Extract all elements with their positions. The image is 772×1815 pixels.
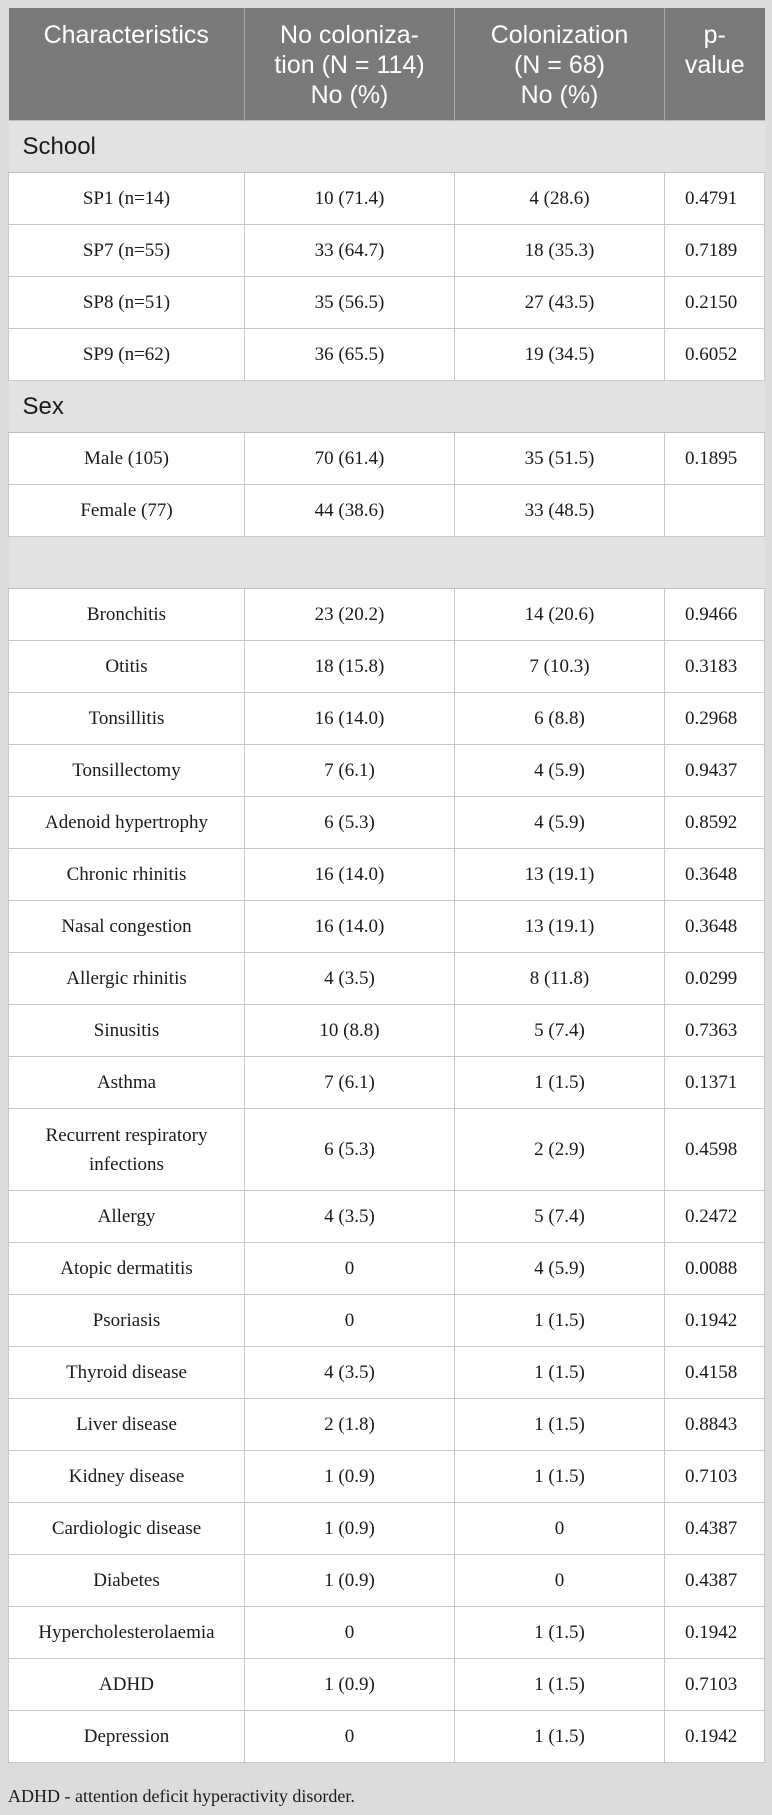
cell-colonization: 1 (1.5) <box>455 1659 665 1711</box>
table-row <box>9 901 765 953</box>
cell-no-colonization: 1 (0.9) <box>245 1451 455 1503</box>
cell-colonization: 5 (7.4) <box>455 1005 665 1057</box>
cell-colonization: 1 (1.5) <box>455 1295 665 1347</box>
header-p-value-line: value <box>684 51 745 79</box>
header-colonization-line: (N = 68) <box>513 51 605 79</box>
cell-no-colonization: 0 <box>245 1711 455 1763</box>
cell-p-value: 0.8592 <box>665 797 765 849</box>
cell-no-colonization: 70 (61.4) <box>245 433 455 485</box>
cell-no-colonization: 7 (6.1) <box>245 1057 455 1109</box>
cell-p-value: 0.4387 <box>665 1555 765 1607</box>
cell-p-value: 0.1895 <box>665 433 765 485</box>
cell-colonization: 1 (1.5) <box>455 1711 665 1763</box>
table-row <box>9 1711 765 1763</box>
table-row <box>9 1191 765 1243</box>
table-row <box>9 1659 765 1711</box>
cell-characteristic: Adenoid hypertrophy <box>9 797 245 849</box>
cell-p-value: 0.1371 <box>665 1057 765 1109</box>
section-title: Sex <box>9 381 765 433</box>
cell-characteristic: Hypercholesterolaemia <box>9 1607 245 1659</box>
cell-characteristic: Tonsillectomy <box>9 745 245 797</box>
table-row <box>9 693 765 745</box>
cell-p-value <box>665 485 765 537</box>
header-no-colonization-line: No (%) <box>310 81 389 109</box>
cell-no-colonization: 4 (3.5) <box>245 1347 455 1399</box>
cell-colonization: 4 (28.6) <box>455 173 665 225</box>
cell-characteristic: Asthma <box>9 1057 245 1109</box>
cell-characteristic: Depression <box>9 1711 245 1763</box>
cell-characteristic: Psoriasis <box>9 1295 245 1347</box>
header-no-colonization <box>245 8 455 121</box>
cell-colonization: 19 (34.5) <box>455 329 665 381</box>
table-row <box>9 1555 765 1607</box>
header-p-value <box>665 8 765 121</box>
section-title: School <box>9 121 765 173</box>
cell-no-colonization: 4 (3.5) <box>245 1191 455 1243</box>
header-characteristics-line: Characteristics <box>43 21 209 49</box>
table-row <box>9 1451 765 1503</box>
cell-characteristic: SP9 (n=62) <box>9 329 245 381</box>
cell-characteristic: Diabetes <box>9 1555 245 1607</box>
cell-p-value: 0.2968 <box>665 693 765 745</box>
table-row <box>9 1347 765 1399</box>
cell-characteristic: Cardiologic disease <box>9 1503 245 1555</box>
section-header-row <box>9 381 765 433</box>
cell-p-value: 0.2150 <box>665 277 765 329</box>
cell-no-colonization: 36 (65.5) <box>245 329 455 381</box>
cell-no-colonization: 23 (20.2) <box>245 589 455 641</box>
cell-no-colonization: 16 (14.0) <box>245 693 455 745</box>
cell-p-value: 0.7103 <box>665 1659 765 1711</box>
cell-colonization: 1 (1.5) <box>455 1607 665 1659</box>
cell-colonization: 4 (5.9) <box>455 1243 665 1295</box>
cell-characteristic: Female (77) <box>9 485 245 537</box>
header-no-colonization-line: tion (N = 114) <box>274 51 425 79</box>
cell-p-value: 0.3648 <box>665 849 765 901</box>
cell-characteristic: SP7 (n=55) <box>9 225 245 277</box>
characteristics-table <box>8 8 765 1763</box>
header-no-colonization-line: No coloniza- <box>280 21 419 49</box>
table-row <box>9 277 765 329</box>
cell-no-colonization: 10 (71.4) <box>245 173 455 225</box>
table-row <box>9 797 765 849</box>
cell-no-colonization: 18 (15.8) <box>245 641 455 693</box>
cell-colonization: 35 (51.5) <box>455 433 665 485</box>
table-row <box>9 1057 765 1109</box>
cell-p-value: 0.6052 <box>665 329 765 381</box>
cell-no-colonization: 44 (38.6) <box>245 485 455 537</box>
cell-no-colonization: 2 (1.8) <box>245 1399 455 1451</box>
table-row <box>9 1243 765 1295</box>
cell-p-value: 0.4387 <box>665 1503 765 1555</box>
cell-no-colonization: 6 (5.3) <box>245 1109 455 1191</box>
cell-colonization: 0 <box>455 1503 665 1555</box>
cell-no-colonization: 4 (3.5) <box>245 953 455 1005</box>
cell-no-colonization: 33 (64.7) <box>245 225 455 277</box>
section-header-row <box>9 121 765 173</box>
cell-characteristic: Liver disease <box>9 1399 245 1451</box>
cell-characteristic: SP8 (n=51) <box>9 277 245 329</box>
table-row <box>9 849 765 901</box>
cell-no-colonization: 1 (0.9) <box>245 1659 455 1711</box>
header-colonization <box>455 8 665 121</box>
cell-colonization: 27 (43.5) <box>455 277 665 329</box>
table-row <box>9 485 765 537</box>
cell-p-value: 0.9466 <box>665 589 765 641</box>
cell-p-value: 0.1942 <box>665 1607 765 1659</box>
cell-characteristic: Kidney disease <box>9 1451 245 1503</box>
cell-no-colonization: 0 <box>245 1243 455 1295</box>
cell-p-value: 0.3648 <box>665 901 765 953</box>
cell-colonization: 14 (20.6) <box>455 589 665 641</box>
cell-p-value: 0.1942 <box>665 1711 765 1763</box>
cell-colonization: 1 (1.5) <box>455 1451 665 1503</box>
cell-no-colonization: 1 (0.9) <box>245 1555 455 1607</box>
cell-colonization: 2 (2.9) <box>455 1109 665 1191</box>
cell-characteristic: Atopic dermatitis <box>9 1243 245 1295</box>
table-row <box>9 173 765 225</box>
cell-p-value: 0.9437 <box>665 745 765 797</box>
cell-characteristic: Sinusitis <box>9 1005 245 1057</box>
cell-characteristic: Allergy <box>9 1191 245 1243</box>
header-colonization-line: No (%) <box>520 81 599 109</box>
section-header-row <box>9 537 765 589</box>
table-row <box>9 953 765 1005</box>
header-p-value-line: p- <box>703 21 726 49</box>
cell-characteristic: Otitis <box>9 641 245 693</box>
table-header-row <box>9 8 765 121</box>
table-footnote: ADHD - attention deficit hyperactivity disorder. <box>8 1786 355 1806</box>
cell-colonization: 18 (35.3) <box>455 225 665 277</box>
cell-characteristic: Bronchitis <box>9 589 245 641</box>
table-row <box>9 589 765 641</box>
cell-colonization: 4 (5.9) <box>455 797 665 849</box>
cell-p-value: 0.8843 <box>665 1399 765 1451</box>
header-characteristics <box>9 8 245 121</box>
cell-no-colonization: 1 (0.9) <box>245 1503 455 1555</box>
cell-colonization: 13 (19.1) <box>455 849 665 901</box>
cell-colonization: 33 (48.5) <box>455 485 665 537</box>
cell-characteristic: Male (105) <box>9 433 245 485</box>
cell-characteristic: Thyroid disease <box>9 1347 245 1399</box>
section-title <box>9 537 765 589</box>
table-row <box>9 745 765 797</box>
table-row <box>9 641 765 693</box>
cell-characteristic: Recurrent respiratory infections <box>9 1109 245 1191</box>
cell-characteristic: Nasal congestion <box>9 901 245 953</box>
cell-p-value: 0.4791 <box>665 173 765 225</box>
cell-colonization: 1 (1.5) <box>455 1399 665 1451</box>
cell-colonization: 6 (8.8) <box>455 693 665 745</box>
header-colonization-line: Colonization <box>490 21 629 49</box>
table-row <box>9 329 765 381</box>
table-body <box>9 121 765 1763</box>
cell-colonization: 8 (11.8) <box>455 953 665 1005</box>
cell-no-colonization: 10 (8.8) <box>245 1005 455 1057</box>
cell-colonization: 5 (7.4) <box>455 1191 665 1243</box>
cell-no-colonization: 16 (14.0) <box>245 849 455 901</box>
table-row <box>9 1295 765 1347</box>
cell-colonization: 1 (1.5) <box>455 1057 665 1109</box>
cell-no-colonization: 7 (6.1) <box>245 745 455 797</box>
table-row <box>9 433 765 485</box>
table-row <box>9 1503 765 1555</box>
table-row <box>9 1109 765 1191</box>
table-row <box>9 225 765 277</box>
cell-colonization: 1 (1.5) <box>455 1347 665 1399</box>
cell-p-value: 0.7103 <box>665 1451 765 1503</box>
cell-p-value: 0.0299 <box>665 953 765 1005</box>
cell-p-value: 0.3183 <box>665 641 765 693</box>
cell-characteristic: Allergic rhinitis <box>9 953 245 1005</box>
cell-no-colonization: 6 (5.3) <box>245 797 455 849</box>
table-row <box>9 1399 765 1451</box>
table-row <box>9 1005 765 1057</box>
cell-colonization: 4 (5.9) <box>455 745 665 797</box>
cell-p-value: 0.2472 <box>665 1191 765 1243</box>
cell-p-value: 0.4598 <box>665 1109 765 1191</box>
cell-colonization: 7 (10.3) <box>455 641 665 693</box>
cell-p-value: 0.4158 <box>665 1347 765 1399</box>
cell-p-value: 0.7189 <box>665 225 765 277</box>
cell-characteristic: SP1 (n=14) <box>9 173 245 225</box>
cell-characteristic: Tonsillitis <box>9 693 245 745</box>
table-row <box>9 1607 765 1659</box>
cell-p-value: 0.0088 <box>665 1243 765 1295</box>
cell-p-value: 0.1942 <box>665 1295 765 1347</box>
cell-no-colonization: 16 (14.0) <box>245 901 455 953</box>
cell-colonization: 13 (19.1) <box>455 901 665 953</box>
cell-colonization: 0 <box>455 1555 665 1607</box>
cell-p-value: 0.7363 <box>665 1005 765 1057</box>
cell-characteristic: ADHD <box>9 1659 245 1711</box>
cell-characteristic: Chronic rhinitis <box>9 849 245 901</box>
cell-no-colonization: 35 (56.5) <box>245 277 455 329</box>
cell-no-colonization: 0 <box>245 1295 455 1347</box>
cell-no-colonization: 0 <box>245 1607 455 1659</box>
